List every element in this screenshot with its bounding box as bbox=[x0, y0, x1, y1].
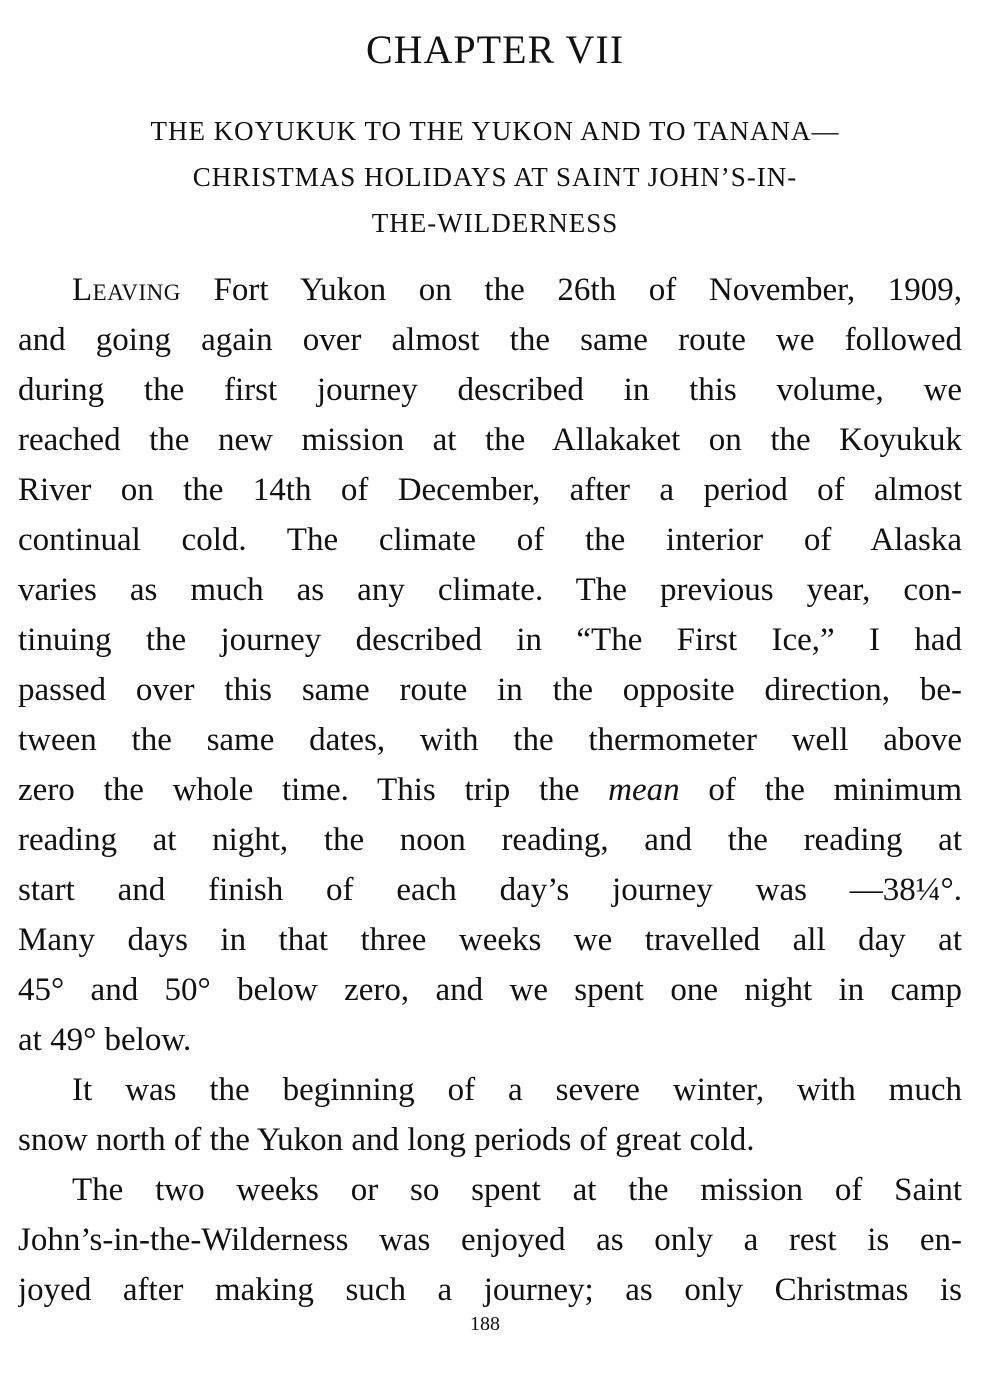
text-line: and going again over almost the same route we followed bbox=[18, 322, 962, 358]
text-line: Many days in that three weeks we travelled all day at bbox=[18, 922, 962, 958]
text-line: at 49° below. bbox=[18, 1022, 192, 1058]
chapter-subtitle bbox=[60, 108, 930, 246]
text-line: start and finish of each day’s journey was —38¼°. bbox=[18, 872, 962, 908]
italic-word: mean bbox=[608, 772, 680, 808]
text-line: 45° and 50° below zero, and we spent one night in camp bbox=[18, 972, 962, 1008]
page-number: 188 bbox=[470, 1313, 500, 1335]
text-line: The two weeks or so spent at the mission of Saint bbox=[72, 1172, 962, 1208]
text-line: during the first journey described in this volume, we bbox=[18, 372, 962, 408]
subtitle-line: CHRISTMAS HOLIDAYS AT SAINT JOHN’S-IN- bbox=[192, 162, 798, 192]
text-line: continual cold. The climate of the interior of Alaska bbox=[18, 522, 962, 558]
text-fragment: Fort Yukon on the 26th of November, 1909, bbox=[180, 272, 962, 308]
text-line: tween the same dates, with the thermometer well above bbox=[18, 722, 962, 758]
text-line: varies as much as any climate. The previous year, con- bbox=[18, 572, 962, 608]
text-line: snow north of the Yukon and long periods of great cold. bbox=[18, 1122, 755, 1158]
subtitle-line: THE-WILDERNESS bbox=[371, 208, 619, 238]
text-line bbox=[18, 265, 962, 315]
text-line: joyed after making such a journey; as only Christmas is bbox=[18, 1272, 962, 1308]
text-line: reading at night, the noon reading, and the reading at bbox=[18, 822, 962, 858]
text-line: reached the new mission at the Allakaket on the Koyukuk bbox=[18, 422, 962, 458]
text-line: River on the 14th of December, after a period of almost bbox=[18, 472, 962, 508]
opening-word: Leaving bbox=[72, 272, 181, 308]
text-line: passed over this same route in the opposite direction, be- bbox=[18, 672, 962, 708]
text-fragment: zero the whole time. This trip the bbox=[18, 772, 609, 808]
chapter-title: CHAPTER VII bbox=[365, 27, 625, 72]
text-line: John’s-in-the-Wilderness was enjoyed as only a rest is en- bbox=[18, 1222, 962, 1258]
body-text bbox=[18, 265, 962, 1315]
text-fragment: of the minimum bbox=[679, 772, 962, 808]
subtitle-line: THE KOYUKUK TO THE YUKON AND TO TANANA— bbox=[150, 116, 840, 146]
text-line: tinuing the journey described in “The First Ice,” I had bbox=[18, 622, 962, 658]
text-line bbox=[18, 765, 962, 815]
text-line: It was the beginning of a severe winter, with much bbox=[72, 1072, 962, 1108]
